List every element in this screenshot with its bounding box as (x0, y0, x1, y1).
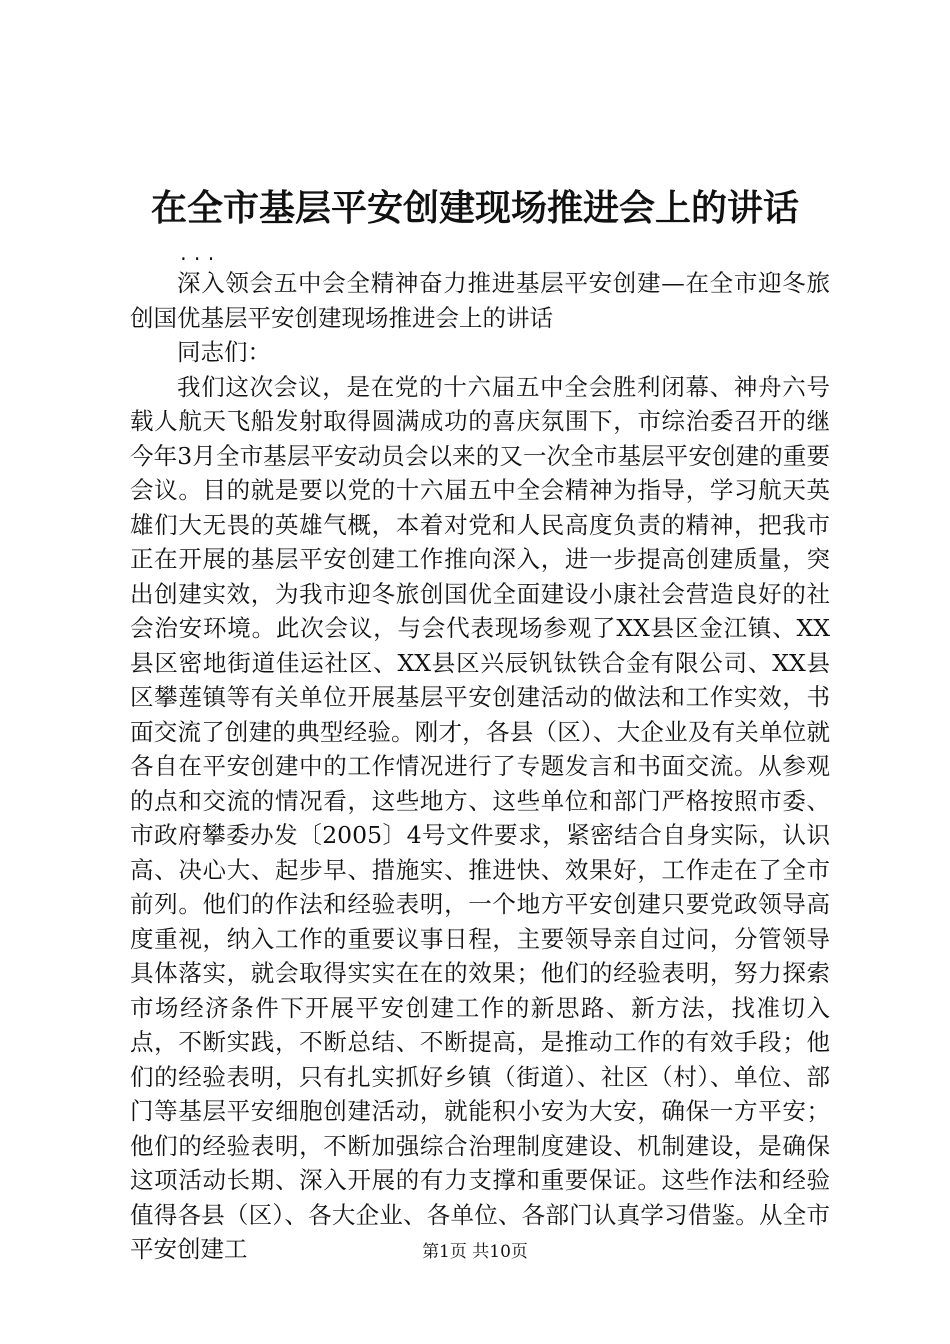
body-paragraph: 我们这次会议，是在党的十六届五中全会胜利闭幕、神舟六号载人航天飞船发射取得圆满成功的喜庆氛围下，市综治委召开的继今年3月全市基层平安动员会以来的又一次全市基层平安创建的重要会议。目的就是要以党的十六届五中全会精神为指导，学习航天英雄们大无畏的英雄气概，本着对党和人民高度负责的精神，把我市正在开展的基层平安创建工作推向深入，进一步提高创建质量，突出创建实效，为我市迎冬旅创国优全面建设小康社会营造良好的社会治安环境。此次会议，与会代表现场参观了XX县区金江镇、XX县区密地街道佳运社区、XX县区兴辰钒钛铁合金有限公司、XX县区攀莲镇等有关单位开展基层平安创建活动的做法和工作实效，书面交流了创建的典型经验。刚才，各县（区）、大企业及有关单位就各自在平安创建中的工作情况进行了专题发言和书面交流。从参观的点和交流的情况看，这些地方、这些单位和部门严格按照市委、市政府攀委办发〔2005〕4号文件要求，紧密结合自身实际，认识高、决心大、起步早、措施实、推进快、效果好，工作走在了全市前列。他们的作法和经验表明，一个地方平安创建只要党政领导高度重视，纳入工作的重要议事日程，主要领导亲自过问，分管领导具体落实，就会取得实实在在的效果；他们的经验表明，努力探索市场经济条件下开展平安创建工作的新思路、新方法，找准切入点，不断实践，不断总结、不断提高，是推动工作的有效手段；他们的经验表明，只有扎实抓好乡镇（街道）、社区（村）、单位、部门等基层平安细胞创建活动，就能积小安为大安，确保一方平安；他们的经验表明，不断加强综合治理制度建设、机制建设，是确保这项活动长期、深入开展的有力支撑和重要保证。这些作法和经验值得各县（区）、各大企业、各单位、各部门认真学习借鉴。从全市平安创建工 (130, 372, 830, 1263)
document-body (130, 266, 830, 1267)
page-number-footer: 第1页 共10页 (422, 1242, 528, 1262)
ellipsis-marker: ... (178, 246, 220, 266)
subtitle-paragraph: 深入领会五中会全精神奋力推进基层平安创建—在全市迎冬旅创国优基层平安创建现场推进会上的讲话 (130, 269, 830, 332)
salutation: 同志们： (177, 338, 271, 366)
document-title: 在全市基层平安创建现场推进会上的讲话 (150, 187, 799, 229)
